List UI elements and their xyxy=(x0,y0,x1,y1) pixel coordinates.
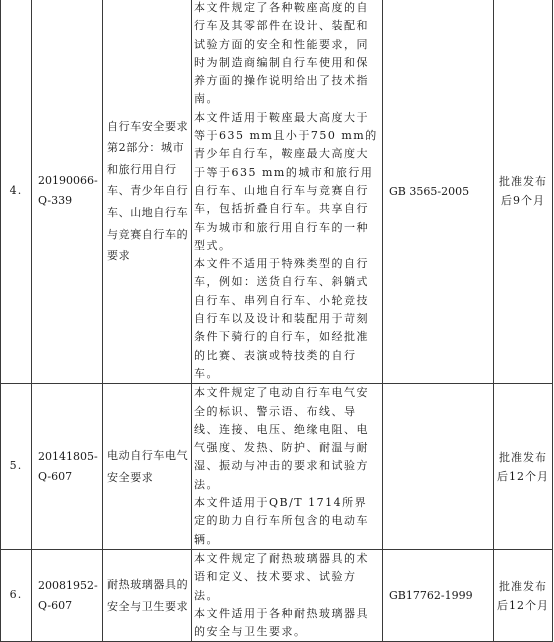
implementation-time-cell xyxy=(494,0,553,384)
row-number: 5. xyxy=(1,384,32,550)
standard-title-cell xyxy=(103,384,192,550)
implementation-time: 批准发布后12个月 xyxy=(497,450,549,483)
scope-cell xyxy=(192,0,383,384)
implementation-time-cell xyxy=(494,549,553,641)
scope-cell xyxy=(192,384,383,550)
standard-title: 耐热玻璃器具的安全与卫生要求 xyxy=(107,578,189,613)
row-number: 4. xyxy=(1,0,32,384)
replaced-standard-cell xyxy=(383,549,494,641)
replaced-standard-cell xyxy=(383,0,494,384)
row-number: 6. xyxy=(1,549,32,641)
scope-paragraph: 本文件规定了各种鞍座高度的自行车及其零部件在设计、装配和试验方面的安全和性能要求，同时为制造商编制自行车使用和保养方面的操作说明给出了技术指南。 xyxy=(194,1,369,106)
project-code-cell xyxy=(32,0,103,384)
replaced-standard: GB17762-1999 xyxy=(389,589,473,603)
scope-paragraph: 本文件适用于鞍座最大高度大于等于635 mm且小于750 mm的青少年自行车，鞍座最大高度大于等于635 mm的城市和旅行用自行车、山地自行车与竞赛自行车，包括折叠自行车。共享自行车为城市和旅行用自行车的一种型式。 xyxy=(194,110,378,252)
replaced-standard-cell xyxy=(383,384,494,550)
scope-paragraph: 本文件规定了电动自行车电气安全的标识、警示语、布线、导线、连接、电压、绝缘电阻、电气强度、发热、防护、耐温与耐湿、振动与冲击的要求和试验方法。 xyxy=(194,386,369,491)
project-code-cell xyxy=(32,549,103,641)
scope-paragraph: 本文件规定了耐热玻璃器具的术语和定义、技术要求、试验方法。 xyxy=(194,551,369,602)
project-code: 20190066-Q-339 xyxy=(38,174,98,208)
implementation-time-cell xyxy=(494,384,553,550)
standard-title-cell xyxy=(103,549,192,641)
standard-title: 电动自行车电气安全要求 xyxy=(107,448,189,484)
project-code: 20081952-Q-607 xyxy=(38,578,98,612)
scope-cell xyxy=(192,549,383,641)
table-row xyxy=(1,384,553,550)
table-row xyxy=(1,549,553,641)
replaced-standard: GB 3565-2005 xyxy=(389,184,470,198)
table-row xyxy=(1,0,553,384)
project-code: 20141805-Q-607 xyxy=(38,449,98,483)
implementation-time: 批准发布后9个月 xyxy=(499,175,547,208)
standard-title: 自行车安全要求 第2部分：城市和旅行用自行车、青少年自行车、山地自行车与竞赛自行车的要求 xyxy=(107,119,189,263)
scope-paragraph: 本文件适用于各种耐热玻璃器具的安全与卫生要求。 xyxy=(194,606,369,639)
implementation-time: 批准发布后12个月 xyxy=(497,579,549,612)
standard-title-cell xyxy=(103,0,192,384)
scope-paragraph: 本文件适用于QB/T 1714所界定的助力自行车所包含的电动车辆。 xyxy=(194,496,369,546)
project-code-cell xyxy=(32,384,103,550)
scope-paragraph: 本文件不适用于特殊类型的自行车，例如：送货自行车、斜躺式自行车、串列自行车、小轮竞技自行车以及设计和装配用于苛刻条件下骑行的自行车，如经批准的比赛、表演或特技类的自行车。 xyxy=(194,257,369,380)
